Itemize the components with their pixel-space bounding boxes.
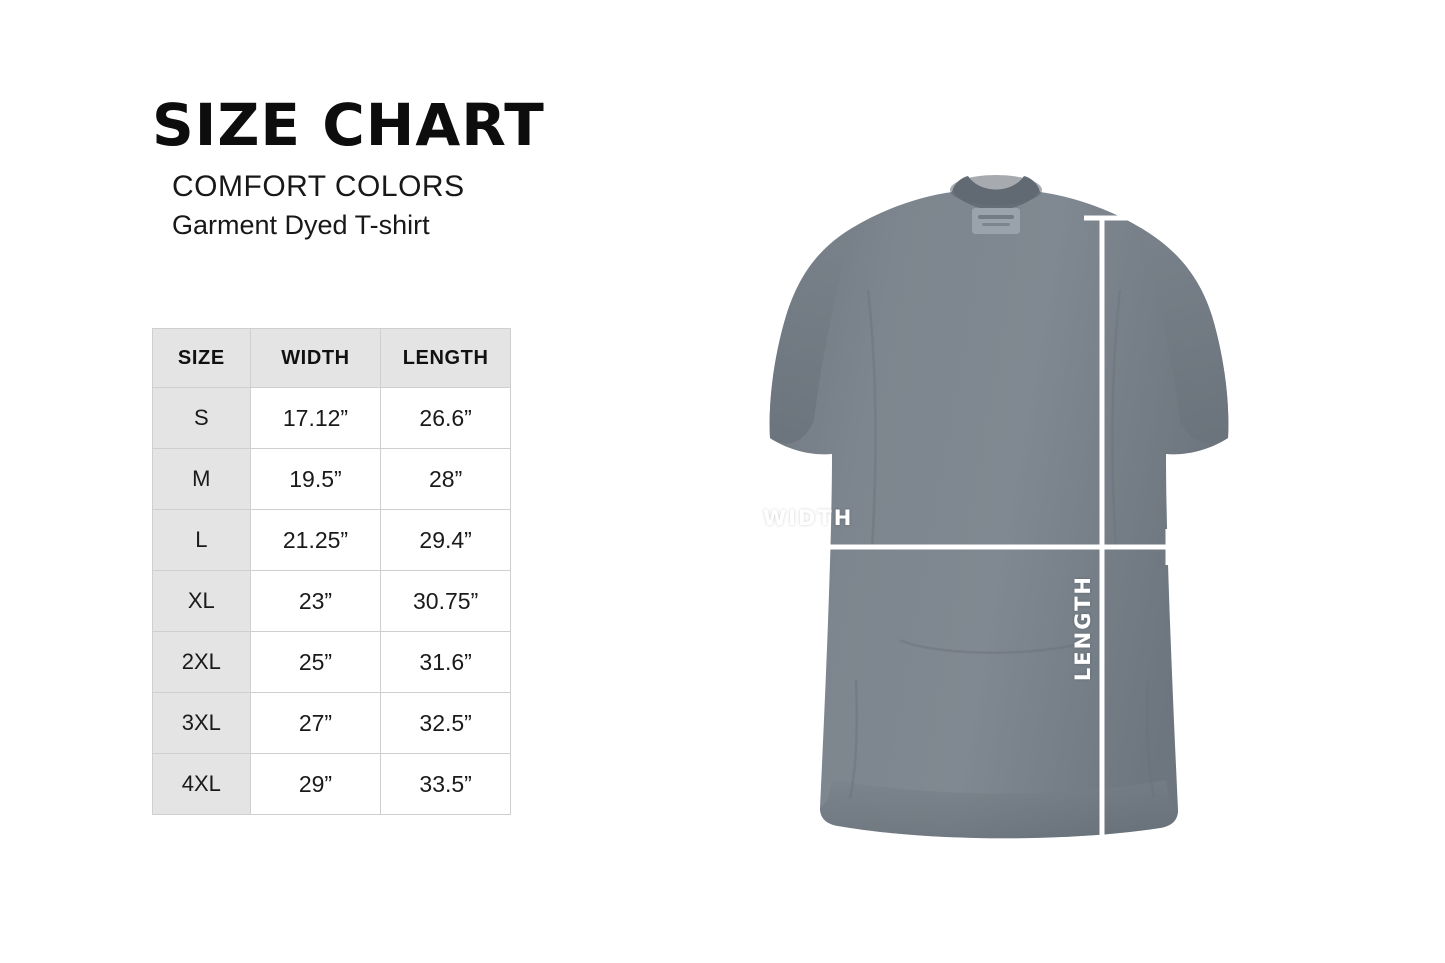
- table-row: [153, 571, 511, 632]
- cell-width: 21.25”: [250, 510, 381, 571]
- cell-width: 19.5”: [250, 449, 381, 510]
- cell-size: S: [153, 388, 251, 449]
- cell-size: 4XL: [153, 754, 251, 815]
- column-header-length: LENGTH: [381, 329, 511, 388]
- cell-length: 32.5”: [381, 693, 511, 754]
- cell-length: 33.5”: [381, 754, 511, 815]
- cell-length: 28”: [381, 449, 511, 510]
- table-row: [153, 388, 511, 449]
- table-row: [153, 754, 511, 815]
- cell-length: 29.4”: [381, 510, 511, 571]
- page-title: SIZE CHART: [152, 91, 545, 159]
- cell-size: L: [153, 510, 251, 571]
- cell-size: XL: [153, 571, 251, 632]
- cell-length: 31.6”: [381, 632, 511, 693]
- cell-length: 26.6”: [381, 388, 511, 449]
- cell-size: M: [153, 449, 251, 510]
- table-header: [153, 329, 511, 388]
- table-row: [153, 449, 511, 510]
- size-chart-table: [152, 328, 511, 815]
- tshirt-illustration: [600, 120, 1300, 910]
- subtitle-block: [172, 170, 572, 241]
- title-block: [152, 91, 572, 241]
- length-measure-label: LENGTH: [1071, 575, 1095, 682]
- cell-width: 25”: [250, 632, 381, 693]
- tshirt-image: [600, 120, 1300, 910]
- cell-width: 29”: [250, 754, 381, 815]
- cell-width: 23”: [250, 571, 381, 632]
- column-header-width: WIDTH: [250, 329, 381, 388]
- cell-size: 3XL: [153, 693, 251, 754]
- product-name: Garment Dyed T-shirt: [172, 209, 430, 240]
- neck-tag: [972, 208, 1020, 234]
- table-body: [153, 388, 511, 815]
- table-header-row: [153, 329, 511, 388]
- cell-width: 17.12”: [250, 388, 381, 449]
- table-row: [153, 693, 511, 754]
- table-row: [153, 632, 511, 693]
- cell-width: 27”: [250, 693, 381, 754]
- table-row: [153, 510, 511, 571]
- width-measure-label: WIDTH: [763, 506, 854, 530]
- cell-size: 2XL: [153, 632, 251, 693]
- column-header-size: SIZE: [153, 329, 251, 388]
- brand-name: COMFORT COLORS: [172, 169, 465, 203]
- cell-length: 30.75”: [381, 571, 511, 632]
